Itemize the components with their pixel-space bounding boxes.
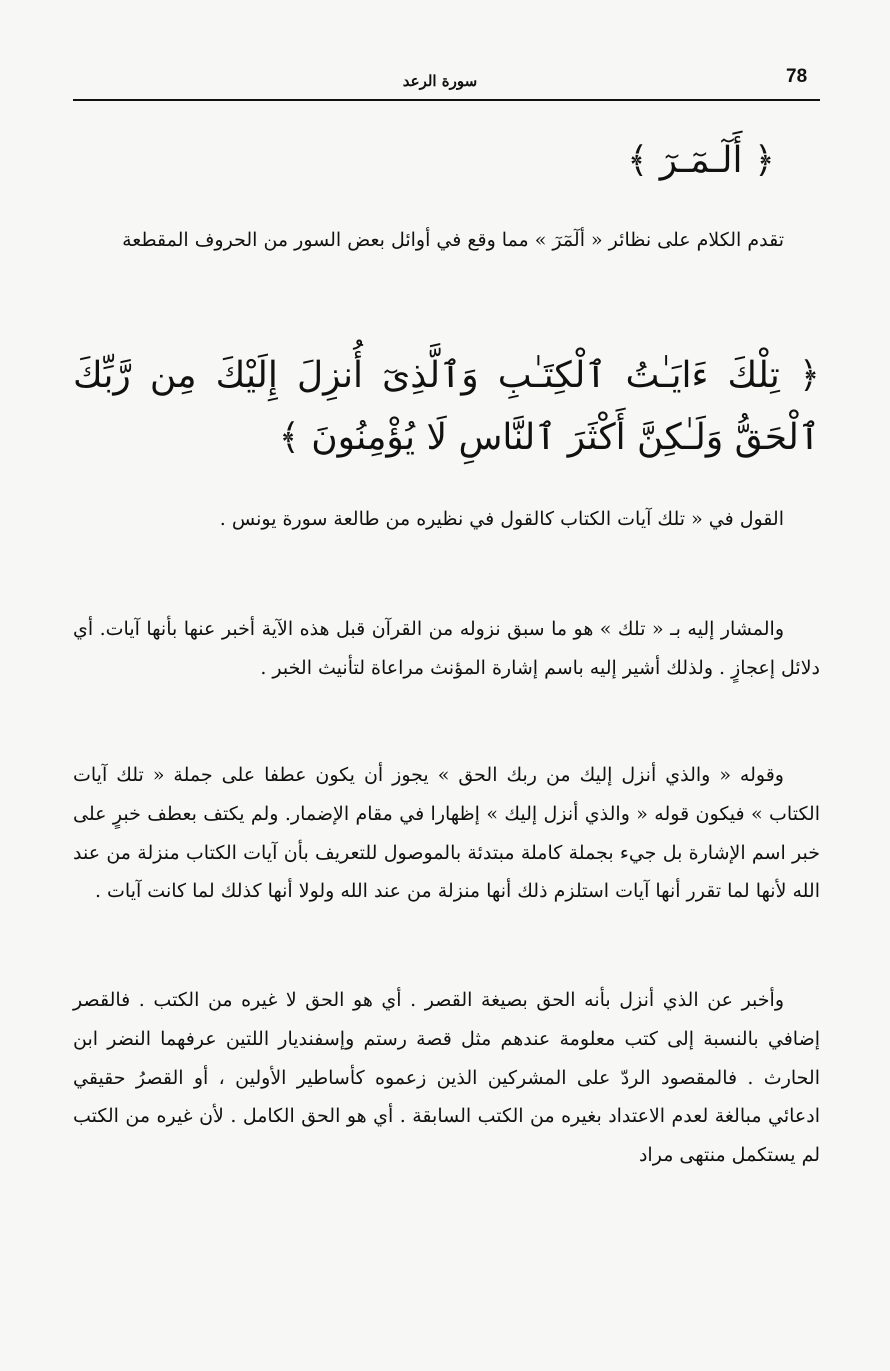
running-head: سورة الرعد — [402, 72, 478, 90]
commentary-paragraph-5: وأخبر عن الذي أنزل بأنه الحق بصيغة القصر . أي هو الحق لا غيره من الكتب . فالقصر إضافي بالنسبة إلى كتب معلومة عندهم مثل قصة رستم وإسفنديار اللتين عرفهما النضر ابن الحارث . فالمقصود الردّ على المشركين الذين زعموه كأساطير الأولين ، أو القصرُ حقيقي ادعائي مبالغة لعدم الاعتداد بغيره من الكتب السابقة . أي هو الحق الكامل . لأن غيره من الكتب لم يستكمل منتهى مراد — [73, 989, 820, 1167]
quran-verse-main: ﴿ تِلْكَ ءَايَـٰتُ ٱلْكِتَـٰبِ وَٱلَّذِىٓ أُنزِلَ إِلَيْكَ مِن رَّبِّكَ ٱلْحَقُّ وَلَـٰكِنَّ أَكْثَرَ ٱلنَّاسِ لَا يُؤْمِنُونَ ﴾ — [73, 355, 820, 458]
header-rule — [73, 99, 820, 101]
commentary-paragraph-1: تقدم الكلام على نظائر « ألٓمٓرٓ » مما وقع في أوائل بعض السور من الحروف المقطعة — [122, 229, 784, 251]
commentary-paragraph-2: القول في « تلك آيات الكتاب كالقول في نظيره من طالعة سورة يونس . — [219, 508, 784, 530]
page-number: 78 — [786, 66, 808, 87]
commentary-paragraph-4: وقوله « والذي أنزل إليك من ربك الحق » يجوز أن يكون عطفا على جملة « تلك آيات الكتاب » فيكون قوله « والذي أنزل إليك » إظهارا في مقام الإضمار. ولم يكتف بعطف خبرٍ على خبر اسم الإشارة بل جيء بجملة كاملة مبتدئة بالموصول للتعريف بأن آيات الكتاب منزلة من عند الله لأنها لما تقرر أنها آيات استلزم ذلك أنها منزلة من عند الله ولولا أنها كذلك لما كانت آيات . — [73, 764, 820, 903]
quran-verse-opening-letters: ﴿ أَلٓـمٓـرٓ ﴾ — [627, 140, 775, 181]
commentary-paragraph-3: والمشار إليه بـ « تلك » هو ما سبق نزوله من القرآن قبل هذه الآية أخبر عنها بأنها آيات. أي دلائل إعجازٍ . ولذلك أشير إليه باسم إشارة المؤنث مراعاة لتأنيث الخبر . — [73, 618, 820, 679]
